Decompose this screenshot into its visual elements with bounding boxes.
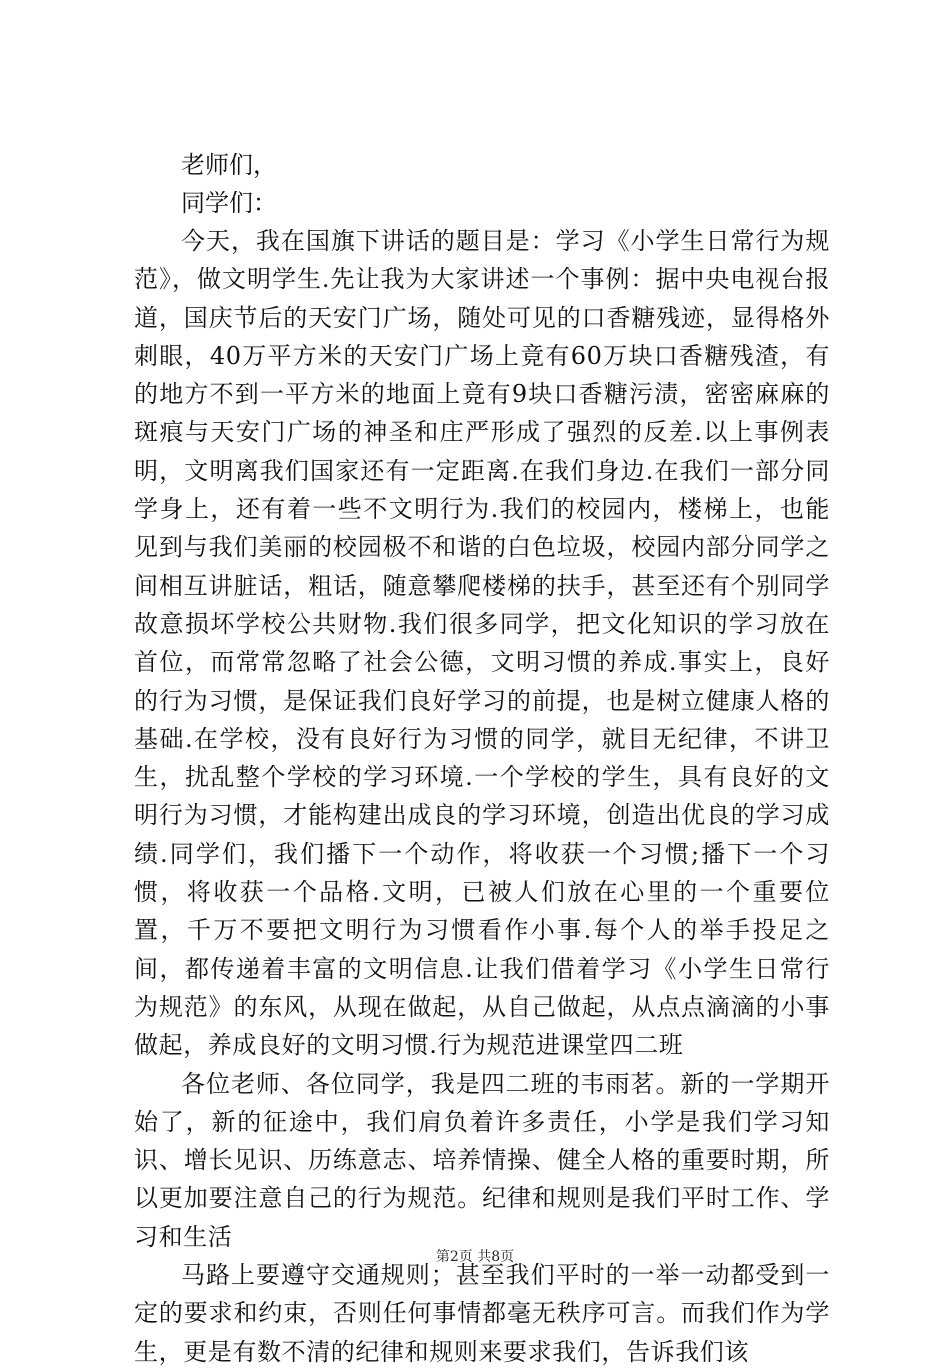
paragraph-speech-third: 马路上要遵守交通规则；甚至我们平时的一举一动都受到一定的要求和约束，否则任何事情都毫无秩序可言。而我们作为学生，更是有数不清的纪律和规则来要求我们，告诉我们该 [134, 1261, 830, 1366]
paragraph-speech-intro: 今天，我在国旗下讲话的题目是：学习《小学生日常行为规范》，做文明学生.先让我为大家讲述一个事例：据中央电视台报道，国庆节后的天安门广场，随处可见的口香糖残迹，显得格外刺眼，40万平方米的天安门广场上竟有60万块口香糖残渣，有的地方不到一平方米的地面上竟有9块口香糖污渍，密密麻麻的斑痕与天安门广场的神圣和庄严形成了强烈的反差.以上事例表明，文明离我们国家还有一定距离.在我们身边.在我们一部分同学身上，还有着一些不文明行为.我们的校园内，楼梯上，也能见到与我们美丽的校园极不和谐的白色垃圾，校园内部分同学之间相互讲脏话，粗话，随意攀爬楼梯的扶手，甚至还有个别同学故意损坏学校公共财物.我们很多同学，把文化知识的学习放在首位，而常常忽略了社会公德，文明习惯的养成.事实上，良好的行为习惯，是保证我们良好学习的前提，也是树立健康人格的基础.在学校，没有良好行为习惯的同学，就目无纪律，不讲卫生，扰乱整个学校的学习环境.一个学校的学生，具有良好的文明行为习惯，才能构建出成良的学习环境，创造出优良的学习成绩.同学们，我们播下一个动作，将收获一个习惯;播下一个习惯，将收获一个品格.文明，已被人们放在心里的一个重要位置，千万不要把文明行为习惯看作小事.每个人的举手投足之间，都传递着丰富的文明信息.让我们借着学习《小学生日常行为规范》的东风，从现在做起，从自己做起，从点点滴滴的小事做起，养成良好的文明习惯.行为规范进课堂四二班 [134, 227, 830, 1060]
greeting-students: 同学们： [181, 189, 277, 217]
document-body [134, 146, 830, 1371]
page-number-footer: 第2页 共8页 [435, 1249, 515, 1265]
paragraph-speech-second: 各位老师、各位同学，我是四二班的韦雨茗。新的一学期开始了，新的征途中，我们肩负着许多责任，小学是我们学习知识、增长见识、历练意志、培养情操、健全人格的重要时期，所以更加要注意自己的行为规范。纪律和规则是我们平时工作、学习和生活 [134, 1069, 830, 1251]
greeting-teachers: 老师们， [181, 151, 277, 179]
